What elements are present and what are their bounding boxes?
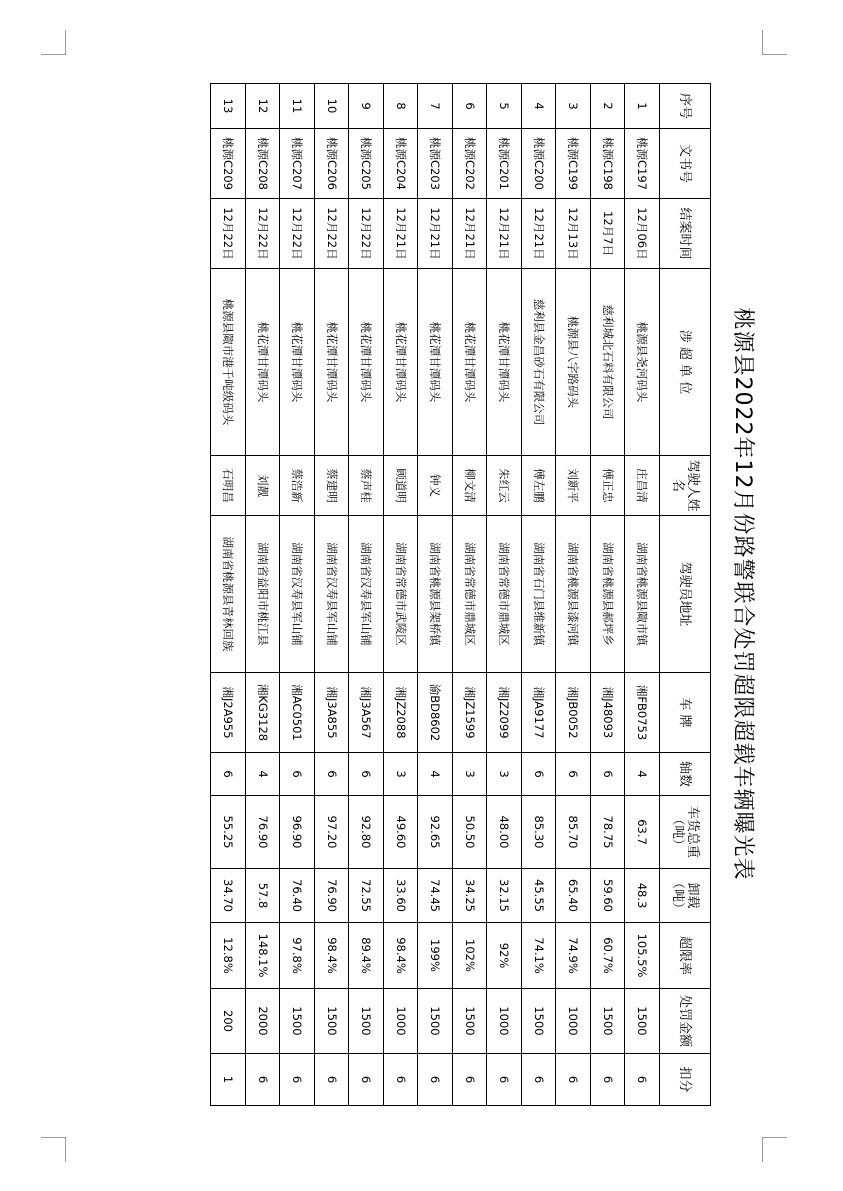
cell-plate-number: 湘JA9177: [522, 673, 557, 753]
cell-document-no: 桃源C204: [384, 129, 419, 199]
cell-axle-count: 3: [453, 753, 488, 796]
cell-driver-address: 湖南省常德市武陵区: [384, 516, 419, 673]
cell-unloaded-weight: 59.60: [591, 869, 626, 923]
cell-plate-number: 湘JB0052: [556, 673, 591, 753]
cell-driver-address: 湖南省桃源县郝坪乡: [591, 516, 626, 673]
cell-gross-weight: 55.25: [211, 796, 246, 869]
cell-gross-weight: 63.7: [625, 796, 660, 869]
cell-gross-weight: 78.75: [591, 796, 626, 869]
cell-penalty-points: 1: [211, 1054, 246, 1106]
cell-driver-address: 湖南省桃源县青林回族: [211, 516, 246, 673]
cell-driver-address: 湖南省常德市鼎城区: [487, 516, 522, 673]
cell-driver-name: 刘靓: [246, 456, 281, 516]
cell-gross-weight: 92.65: [418, 796, 453, 869]
violation-table: [211, 83, 712, 1106]
table-header-row: [660, 84, 711, 1106]
cell-fine-amount: 200: [211, 989, 246, 1054]
cell-overload-rate: 12.8%: [211, 923, 246, 989]
cell-closing-date: 12月13日: [556, 199, 591, 269]
cell-document-no: 桃源C207: [280, 129, 315, 199]
cell-document-no: 桃源C205: [349, 129, 384, 199]
header-penalty-points: 扣分: [660, 1054, 711, 1106]
cell-driver-name: 朱红云: [487, 456, 522, 516]
cell-closing-date: 12月22日: [349, 199, 384, 269]
cell-closing-date: 12月21日: [453, 199, 488, 269]
cell-driver-name: 傅左鹏: [522, 456, 557, 516]
cell-plate-number: 湘JZ2088: [384, 673, 419, 753]
cell-penalty-points: 6: [487, 1054, 522, 1106]
document-title: 桃源县2022年12月份路警联合处罚超限超载车辆曝光表: [730, 307, 755, 881]
cell-fine-amount: 1000: [556, 989, 591, 1054]
table-row: [556, 84, 591, 1106]
cell-overload-rate: 89.4%: [349, 923, 384, 989]
cell-serial-no: 6: [453, 84, 488, 129]
cell-closing-date: 12月22日: [315, 199, 350, 269]
cell-serial-no: 4: [522, 84, 557, 129]
header-document-no: 文书号: [660, 129, 711, 199]
cell-serial-no: 12: [246, 84, 281, 129]
header-violating-unit: 涉 超 单 位: [660, 269, 711, 456]
cell-plate-number: 渝BD8602: [418, 673, 453, 753]
crop-mark-top-right: [762, 30, 787, 55]
cell-gross-weight: 96.90: [280, 796, 315, 869]
cell-overload-rate: 98.4%: [384, 923, 419, 989]
header-driver-name: 驾驶人姓名: [660, 456, 711, 516]
cell-driver-name: 柳文清: [453, 456, 488, 516]
cell-unloaded-weight: 32.15: [487, 869, 522, 923]
cell-axle-count: 6: [349, 753, 384, 796]
cell-axle-count: 6: [522, 753, 557, 796]
cell-unloaded-weight: 34.70: [211, 869, 246, 923]
cell-document-no: 桃源C202: [453, 129, 488, 199]
header-axle-count: 轴数: [660, 753, 711, 796]
header-fine-amount: 处罚金额: [660, 989, 711, 1054]
cell-unloaded-weight: 76.40: [280, 869, 315, 923]
cell-violating-unit: 桃花潭甘潭码头: [418, 269, 453, 456]
cell-unloaded-weight: 34.25: [453, 869, 488, 923]
cell-document-no: 桃源C200: [522, 129, 557, 199]
cell-penalty-points: 6: [280, 1054, 315, 1106]
cell-fine-amount: 1500: [591, 989, 626, 1054]
cell-serial-no: 9: [349, 84, 384, 129]
cell-overload-rate: 98.4%: [315, 923, 350, 989]
cell-driver-address: 湖南省益阳市桃江县: [246, 516, 281, 673]
cell-driver-address: 湖南省石门县维新镇: [522, 516, 557, 673]
cell-unloaded-weight: 76.90: [315, 869, 350, 923]
cell-penalty-points: 6: [384, 1054, 419, 1106]
cell-penalty-points: 6: [349, 1054, 384, 1106]
cell-axle-count: 6: [280, 753, 315, 796]
cell-document-no: 桃源C201: [487, 129, 522, 199]
cell-plate-number: 湘KG3128: [246, 673, 281, 753]
cell-closing-date: 12月06日: [625, 199, 660, 269]
cell-violating-unit: 慈利县金昌砂石有限公司: [522, 269, 557, 456]
cell-closing-date: 12月21日: [487, 199, 522, 269]
cell-overload-rate: 74.9%: [556, 923, 591, 989]
cell-serial-no: 8: [384, 84, 419, 129]
cell-violating-unit: 桃源县陬市港千吨级码头: [211, 269, 246, 456]
rotated-page-content: [212, 83, 770, 1105]
cell-overload-rate: 92%: [487, 923, 522, 989]
cell-closing-date: 12月22日: [211, 199, 246, 269]
cell-axle-count: 6: [315, 753, 350, 796]
cell-plate-number: 湘J48093: [591, 673, 626, 753]
cell-driver-name: 蔡声桂: [349, 456, 384, 516]
crop-mark-top-left: [41, 30, 66, 55]
header-overload-rate: 超限率: [660, 923, 711, 989]
cell-document-no: 桃源C203: [418, 129, 453, 199]
cell-overload-rate: 74.1%: [522, 923, 557, 989]
cell-closing-date: 12月21日: [384, 199, 419, 269]
cell-axle-count: 3: [487, 753, 522, 796]
header-closing-date: 结案时间: [660, 199, 711, 269]
cell-closing-date: 12月22日: [246, 199, 281, 269]
cell-violating-unit: 慈利城北石料有限公司: [591, 269, 626, 456]
cell-document-no: 桃源C206: [315, 129, 350, 199]
cell-axle-count: 3: [384, 753, 419, 796]
cell-violating-unit: 桃源县尧河码头: [625, 269, 660, 456]
cell-gross-weight: 92.80: [349, 796, 384, 869]
cell-driver-name: 庄昌清: [625, 456, 660, 516]
cell-fine-amount: 1500: [418, 989, 453, 1054]
cell-driver-address: 湖南省汉寿县军山铺: [280, 516, 315, 673]
cell-serial-no: 11: [280, 84, 315, 129]
table-row: [315, 84, 350, 1106]
cell-unloaded-weight: 74.45: [418, 869, 453, 923]
cell-fine-amount: 1500: [625, 989, 660, 1054]
cell-serial-no: 5: [487, 84, 522, 129]
cell-violating-unit: 桃花潭甘潭码头: [349, 269, 384, 456]
cell-overload-rate: 60.7%: [591, 923, 626, 989]
cell-serial-no: 7: [418, 84, 453, 129]
cell-serial-no: 2: [591, 84, 626, 129]
cell-driver-name: 刘新平: [556, 456, 591, 516]
cell-gross-weight: 85.30: [522, 796, 557, 869]
cell-plate-number: 湘JZ2099: [487, 673, 522, 753]
cell-axle-count: 4: [418, 753, 453, 796]
cell-violating-unit: 桃花潭甘潭码头: [246, 269, 281, 456]
cell-penalty-points: 6: [625, 1054, 660, 1106]
cell-penalty-points: 6: [418, 1054, 453, 1106]
cell-axle-count: 4: [625, 753, 660, 796]
cell-driver-address: 湖南省常德市鼎城区: [453, 516, 488, 673]
cell-plate-number: 湘FB0753: [625, 673, 660, 753]
cell-gross-weight: 50.50: [453, 796, 488, 869]
cell-violating-unit: 桃花潭甘潭码头: [453, 269, 488, 456]
cell-document-no: 桃源C209: [211, 129, 246, 199]
cell-gross-weight: 49.60: [384, 796, 419, 869]
table-row: [418, 84, 453, 1106]
table-row: [211, 84, 246, 1106]
cell-fine-amount: 2000: [246, 989, 281, 1054]
cell-gross-weight: 85.70: [556, 796, 591, 869]
cell-driver-name: 傅正忠: [591, 456, 626, 516]
cell-driver-address: 湖南省桃源县陬市镇: [625, 516, 660, 673]
table-row: [453, 84, 488, 1106]
cell-plate-number: 湘AC0501: [280, 673, 315, 753]
cell-document-no: 桃源C208: [246, 129, 281, 199]
cell-axle-count: 4: [246, 753, 281, 796]
cell-unloaded-weight: 57.8: [246, 869, 281, 923]
cell-driver-name: 蔡浩新: [280, 456, 315, 516]
header-driver-address: 驾驶员地址: [660, 516, 711, 673]
table-row: [384, 84, 419, 1106]
cell-plate-number: 湘JZ1599: [453, 673, 488, 753]
cell-driver-name: 顾道明: [384, 456, 419, 516]
cell-serial-no: 13: [211, 84, 246, 129]
cell-plate-number: 湘J2A955: [211, 673, 246, 753]
cell-unloaded-weight: 33.60: [384, 869, 419, 923]
cell-document-no: 桃源C198: [591, 129, 626, 199]
cell-fine-amount: 1500: [315, 989, 350, 1054]
cell-closing-date: 12月22日: [280, 199, 315, 269]
cell-penalty-points: 6: [315, 1054, 350, 1106]
cell-plate-number: 湘J3A855: [315, 673, 350, 753]
cell-overload-rate: 148.1%: [246, 923, 281, 989]
table-row: [487, 84, 522, 1106]
cell-driver-name: 蔡建明: [315, 456, 350, 516]
cell-unloaded-weight: 48.3: [625, 869, 660, 923]
cell-violating-unit: 桃花潭甘潭码头: [315, 269, 350, 456]
crop-mark-bottom-right: [762, 1137, 787, 1162]
cell-driver-address: 湖南省桃源县漆河镇: [556, 516, 591, 673]
cell-violating-unit: 桃源县八字路码头: [556, 269, 591, 456]
cell-driver-address: 湖南省汉寿县军山铺: [349, 516, 384, 673]
crop-mark-bottom-left: [41, 1137, 66, 1162]
cell-document-no: 桃源C197: [625, 129, 660, 199]
cell-fine-amount: 1000: [384, 989, 419, 1054]
cell-fine-amount: 1500: [453, 989, 488, 1054]
cell-penalty-points: 6: [522, 1054, 557, 1106]
cell-fine-amount: 1500: [349, 989, 384, 1054]
cell-gross-weight: 48.00: [487, 796, 522, 869]
cell-overload-rate: 199%: [418, 923, 453, 989]
cell-fine-amount: 1000: [487, 989, 522, 1054]
table-row: [349, 84, 384, 1106]
cell-closing-date: 12月7日: [591, 199, 626, 269]
cell-violating-unit: 桃花潭甘潭码头: [384, 269, 419, 456]
header-serial-no: 序号: [660, 84, 711, 129]
cell-driver-address: 湖南省桃源县架桥镇: [418, 516, 453, 673]
cell-violating-unit: 桃花潭甘潭码头: [280, 269, 315, 456]
cell-gross-weight: 76.90: [246, 796, 281, 869]
cell-fine-amount: 1500: [280, 989, 315, 1054]
table-row: [246, 84, 281, 1106]
header-unloaded-weight: 卸载（吨）: [660, 869, 711, 923]
cell-driver-name: 石明昌: [211, 456, 246, 516]
header-gross-weight: 车货总重（吨）: [660, 796, 711, 869]
cell-closing-date: 12月21日: [522, 199, 557, 269]
cell-axle-count: 6: [211, 753, 246, 796]
header-plate-number: 车 牌: [660, 673, 711, 753]
cell-overload-rate: 105.5%: [625, 923, 660, 989]
cell-fine-amount: 1500: [522, 989, 557, 1054]
table-row: [280, 84, 315, 1106]
cell-closing-date: 12月21日: [418, 199, 453, 269]
cell-violating-unit: 桃花潭甘潭码头: [487, 269, 522, 456]
cell-axle-count: 6: [556, 753, 591, 796]
cell-serial-no: 1: [625, 84, 660, 129]
cell-unloaded-weight: 45.55: [522, 869, 557, 923]
cell-driver-name: 钟义: [418, 456, 453, 516]
cell-gross-weight: 97.20: [315, 796, 350, 869]
cell-axle-count: 6: [591, 753, 626, 796]
cell-overload-rate: 102%: [453, 923, 488, 989]
cell-driver-address: 湖南省汉寿县军山铺: [315, 516, 350, 673]
cell-overload-rate: 97.8%: [280, 923, 315, 989]
cell-penalty-points: 6: [591, 1054, 626, 1106]
cell-penalty-points: 6: [246, 1054, 281, 1106]
cell-penalty-points: 6: [556, 1054, 591, 1106]
cell-unloaded-weight: 65.40: [556, 869, 591, 923]
table-row: [522, 84, 557, 1106]
cell-penalty-points: 6: [453, 1054, 488, 1106]
table-row: [625, 84, 660, 1106]
cell-unloaded-weight: 72.55: [349, 869, 384, 923]
cell-serial-no: 10: [315, 84, 350, 129]
table-row: [591, 84, 626, 1106]
cell-document-no: 桃源C199: [556, 129, 591, 199]
cell-serial-no: 3: [556, 84, 591, 129]
cell-plate-number: 湘J3A567: [349, 673, 384, 753]
